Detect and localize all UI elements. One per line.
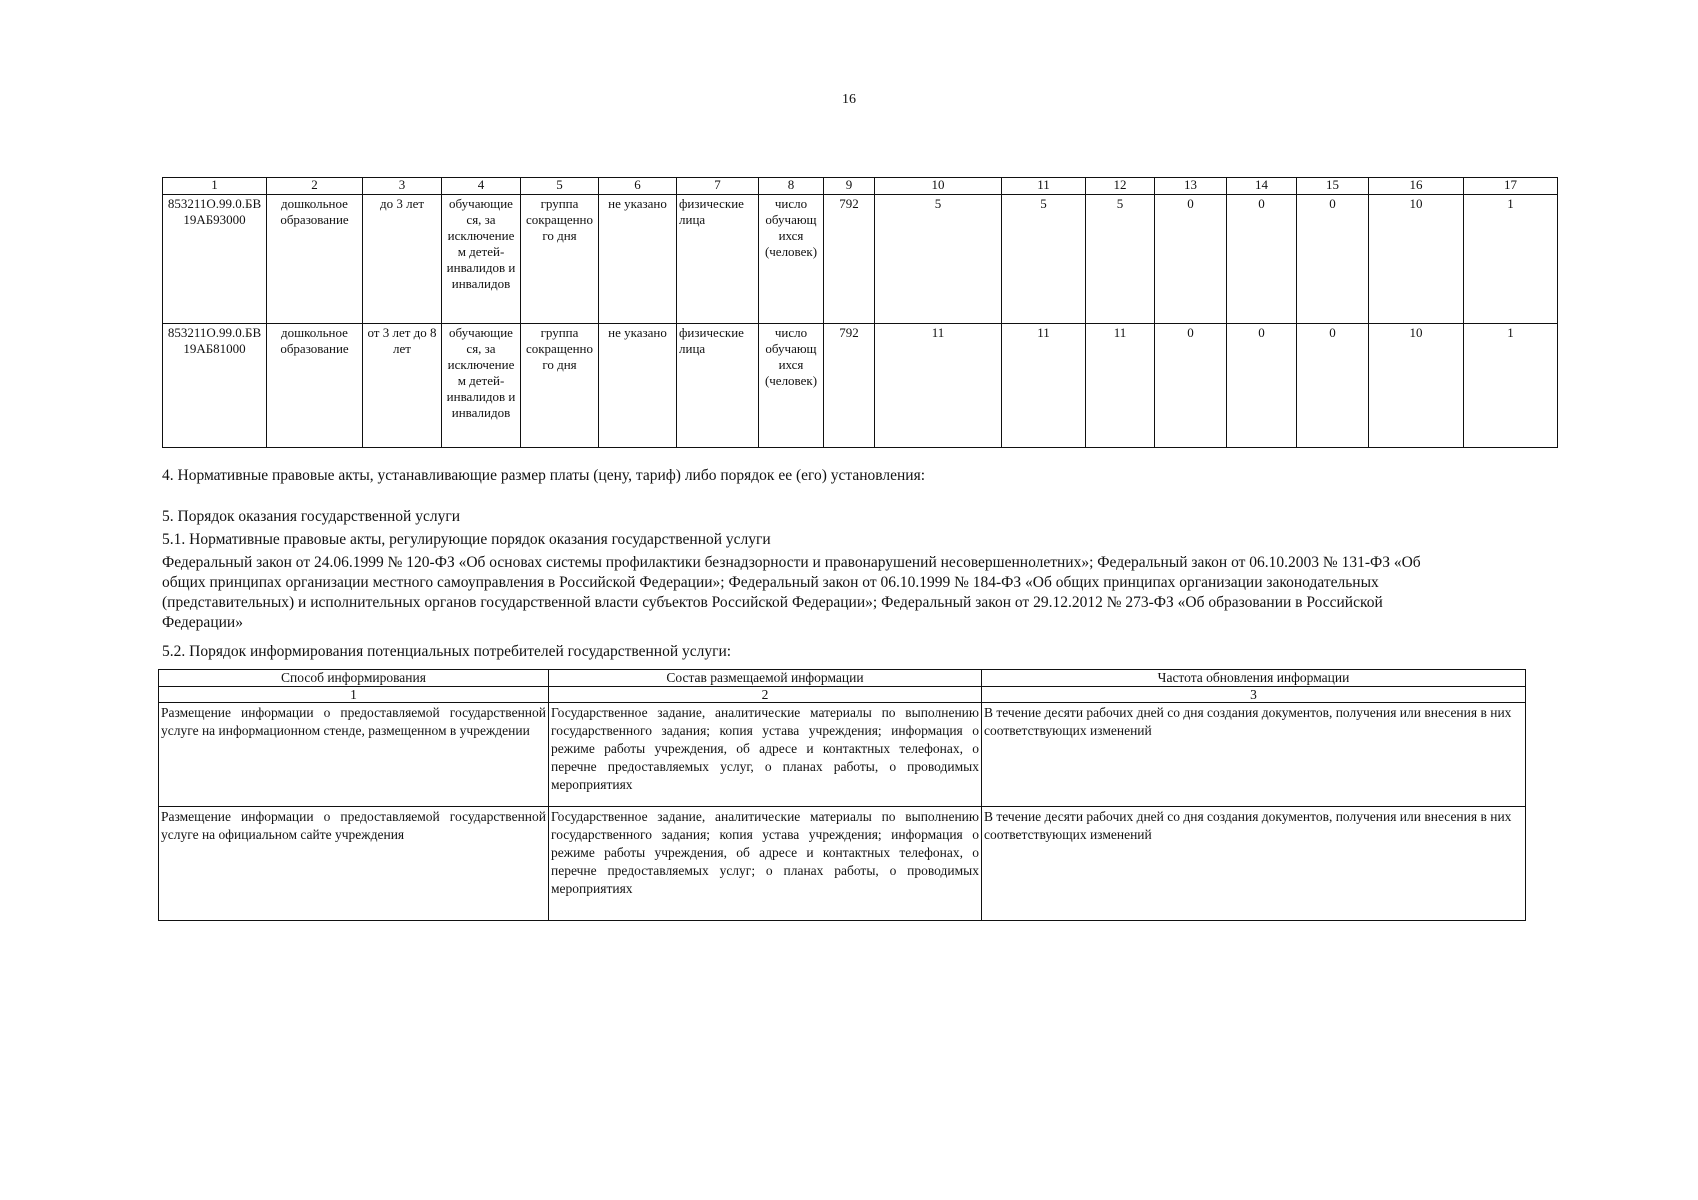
content-cell: Государственное задание, аналитические материалы по выполнению государственного задания; копия устава учреждения; информация о режиме работы учреждения, об адресе и контактных телефонах, о перечне предоставляемых услуг; о планах работы, о проводимых мероприятиях	[549, 807, 982, 921]
informing-table	[158, 669, 1526, 921]
age-cell: от 3 лет до 8 лет	[363, 324, 442, 448]
column-header: 7	[677, 178, 759, 195]
column-header: 16	[1369, 178, 1464, 195]
section-5-2-heading: 5.2. Порядок информирования потенциальных потребителей государственной услуги:	[162, 643, 732, 660]
frequency-cell: В течение десяти рабочих дней со дня создания документов, получения или внесения в них соответствующих изменений	[982, 807, 1526, 921]
value-cell: 0	[1227, 324, 1297, 448]
value-cell: 5	[875, 195, 1002, 324]
registry-code-cell: 853211О.99.0.БВ19АБ93000	[163, 195, 267, 324]
value-cell: 1	[1464, 324, 1558, 448]
column-header: 17	[1464, 178, 1558, 195]
consumer-cell: физические лица	[677, 195, 759, 324]
form-cell: группа сокращенно го дня	[521, 195, 599, 324]
column-header: 6	[599, 178, 677, 195]
value-cell: 11	[1002, 324, 1086, 448]
category-cell: обучающие ся, за исключение м детей-инвалидов и инвалидов	[442, 195, 521, 324]
table-header-row	[159, 670, 1526, 687]
registry-code-cell: 853211О.99.0.БВ19АБ81000	[163, 324, 267, 448]
value-cell: 0	[1227, 195, 1297, 324]
column-header: 8	[759, 178, 824, 195]
column-header: 1	[163, 178, 267, 195]
column-header: Состав размещаемой информации	[549, 670, 982, 687]
column-header: 12	[1086, 178, 1155, 195]
value-cell: 1	[1464, 195, 1558, 324]
value-cell: 10	[1369, 195, 1464, 324]
unspecified-cell: не указано	[599, 324, 677, 448]
column-header: 3	[363, 178, 442, 195]
column-header: 15	[1297, 178, 1369, 195]
page-number: 16	[842, 92, 856, 107]
column-number: 1	[159, 687, 549, 703]
table-row	[159, 703, 1526, 807]
section-4-heading: 4. Нормативные правовые акты, устанавливающие размер платы (цену, тариф) либо порядок ее (его) установления:	[162, 467, 926, 484]
consumer-cell: физические лица	[677, 324, 759, 448]
service-name-cell: дошкольное образование	[267, 324, 363, 448]
table-row	[159, 807, 1526, 921]
frequency-cell: В течение десяти рабочих дней со дня создания документов, получения или внесения в них соответствующих изменений	[982, 703, 1526, 807]
column-header: 9	[824, 178, 875, 195]
age-cell: до 3 лет	[363, 195, 442, 324]
unspecified-cell: не указано	[599, 195, 677, 324]
column-header: 14	[1227, 178, 1297, 195]
column-number: 3	[982, 687, 1526, 703]
okei-code-cell: 792	[824, 324, 875, 448]
column-header: 2	[267, 178, 363, 195]
value-cell: 10	[1369, 324, 1464, 448]
value-cell: 5	[1086, 195, 1155, 324]
table-row	[163, 324, 1558, 448]
column-header: Частота обновления информации	[982, 670, 1526, 687]
method-cell: Размещение информации о предоставляемой государственной услуге на официальном сайте учреждения	[159, 807, 549, 921]
column-header: 13	[1155, 178, 1227, 195]
value-cell: 5	[1002, 195, 1086, 324]
value-cell: 0	[1297, 195, 1369, 324]
column-header: 5	[521, 178, 599, 195]
form-cell: группа сокращенно го дня	[521, 324, 599, 448]
section-5-1-heading: 5.1. Нормативные правовые акты, регулирующие порядок оказания государственной услуги	[162, 531, 771, 548]
laws-paragraph: Федеральный закон от 24.06.1999 № 120-ФЗ «Об основах системы профилактики безнадзорности и правонарушений несовершеннолетних»; Федеральный закон от 06.10.2003 № 131-ФЗ «Об общих принципах организации местного самоуправления в Российской Федерации»; Федеральный закон от 06.10.1999 № 184-ФЗ «Об общих принципах организации законодательных (представительных) и исполнительных органов государственной власти субъектов Российской Федерации»; Федеральный закон от 29.12.2012 № 273-ФЗ «Об образовании в Российской Федерации»	[162, 554, 1421, 631]
column-header: 10	[875, 178, 1002, 195]
category-cell: обучающие ся, за исключение м детей-инвалидов и инвалидов	[442, 324, 521, 448]
indicator-cell: число обучающ ихся (человек)	[759, 195, 824, 324]
column-header: Способ информирования	[159, 670, 549, 687]
value-cell: 11	[1086, 324, 1155, 448]
section-5-heading: 5. Порядок оказания государственной услуги	[162, 508, 460, 525]
service-name-cell: дошкольное образование	[267, 195, 363, 324]
value-cell: 0	[1155, 195, 1227, 324]
indicators-table	[162, 177, 1558, 448]
value-cell: 11	[875, 324, 1002, 448]
method-cell: Размещение информации о предоставляемой государственной услуге на информационном стенде, размещенном в учреждении	[159, 703, 549, 807]
value-cell: 0	[1297, 324, 1369, 448]
value-cell: 0	[1155, 324, 1227, 448]
column-header: 11	[1002, 178, 1086, 195]
indicator-cell: число обучающ ихся (человек)	[759, 324, 824, 448]
table-header-row	[163, 178, 1558, 195]
content-cell: Государственное задание, аналитические материалы по выполнению государственного задания; копия устава учреждения; информация о режиме работы учреждения, об адресе и контактных телефонах, о перечне предоставляемых услуг, о планах работы, о проводимых мероприятиях	[549, 703, 982, 807]
column-header: 4	[442, 178, 521, 195]
column-number-row	[159, 687, 1526, 703]
column-number: 2	[549, 687, 982, 703]
table-row	[163, 195, 1558, 324]
okei-code-cell: 792	[824, 195, 875, 324]
